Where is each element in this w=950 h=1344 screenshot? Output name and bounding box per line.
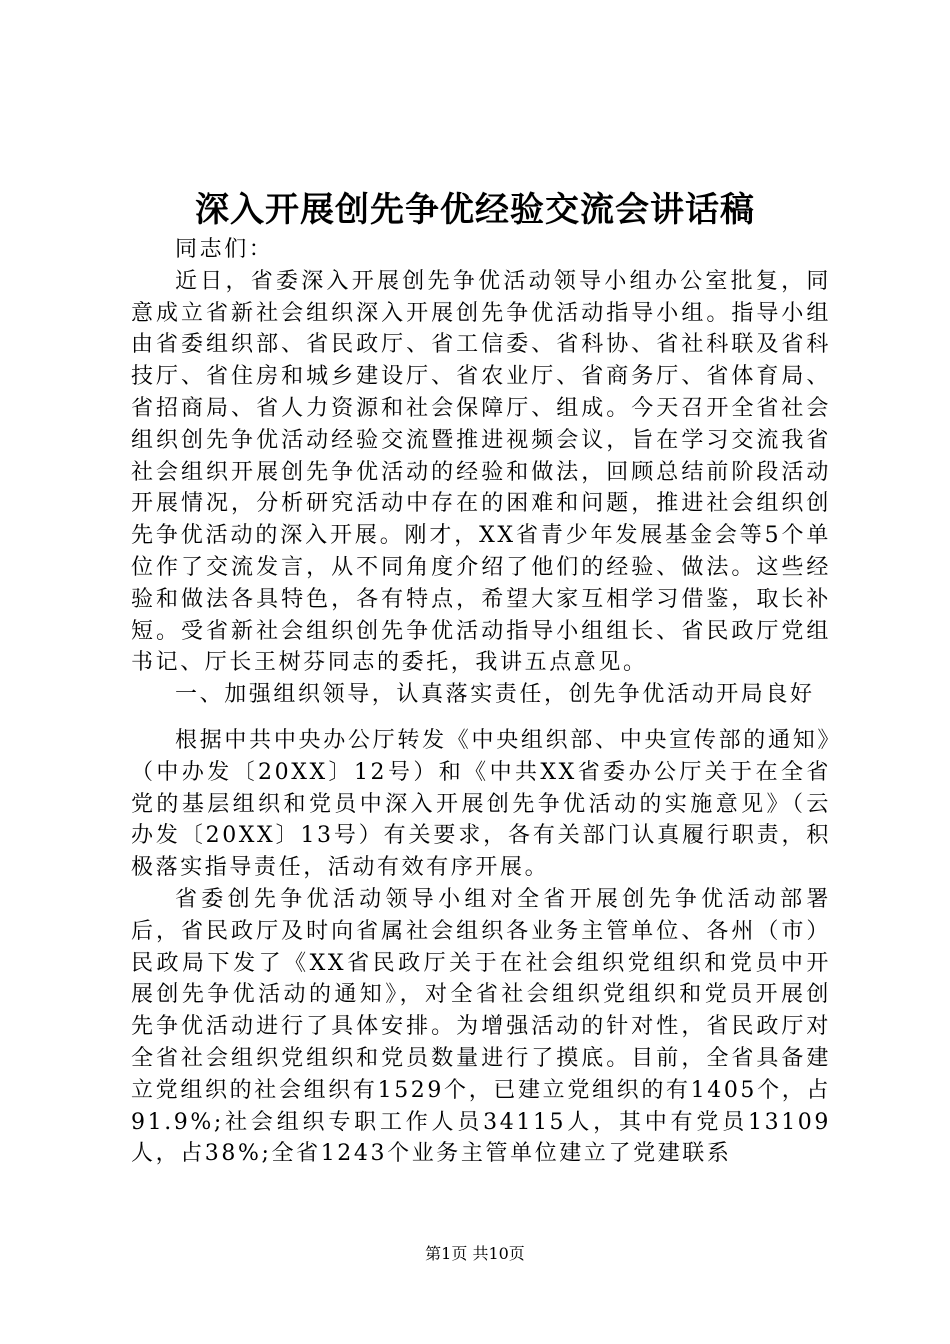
- body-paragraph-1: 根据中共中央办公厅转发《中央组织部、中央宣传部的通知》（中办发〔20XX〕12号）和《中共XX省委办公厅关于在全省党的基层组织和党员中深入开展创先争优活动的实施意见》（云办发〔20XX〕13号）有关要求，各有关部门认真履行职责，积极落实指导责任，活动有效有序开展。: [131, 727, 831, 881]
- document-body: [131, 234, 831, 1170]
- section-heading-1: 一、加强组织领导，认真落实责任，创先争优活动开局良好: [175, 682, 815, 708]
- body-paragraph-2: 省委创先争优活动领导小组对全省开展创先争优活动部署后，省民政厅及时向省属社会组织各业务主管单位、各州（市）民政局下发了《XX省民政厅关于在社会组织党组织和党员中开展创先争优活动的通知》，对全省社会组织党组织和党员开展创先争优活动进行了具体安排。为增强活动的针对性，省民政厅对全省社会组织党组织和党员数量进行了摸底。目前，全省具备建立党组织的社会组织有1529个，已建立党组织的有1405个，占91.9%;社会组织专职工作人员34115人，其中有党员13109人，占38%;全省1243个业务主管单位建立了党建联系: [131, 886, 831, 1167]
- intro-paragraph: 近日，省委深入开展创先争优活动领导小组办公室批复，同意成立省新社会组织深入开展创先争优活动指导小组。指导小组由省委组织部、省民政厅、省工信委、省科协、省社科联及省科技厅、省住房和城乡建设厅、省农业厅、省商务厅、省体育局、省招商局、省人力资源和社会保障厅、组成。今天召开全省社会组织创先争优活动经验交流暨推进视频会议，旨在学习交流我省社会组织开展创先争优活动的经验和做法，回顾总结前阶段活动开展情况，分析研究活动中存在的困难和问题，推进社会组织创先争优活动的深入开展。刚才，XX省青少年发展基金会等5个单位作了交流发言，从不同角度介绍了他们的经验、做法。这些经验和做法各具特色，各有特点，希望大家互相学习借鉴，取长补短。受省新社会组织创先争优活动指导小组组长、省民政厅党组书记、厅长王树芬同志的委托，我讲五点意见。: [131, 268, 831, 676]
- page-number-footer: 第1页 共10页: [425, 1244, 525, 1263]
- document-title: 深入开展创先争优经验交流会讲话稿: [195, 190, 755, 230]
- salutation-paragraph: 同志们：: [175, 237, 274, 262]
